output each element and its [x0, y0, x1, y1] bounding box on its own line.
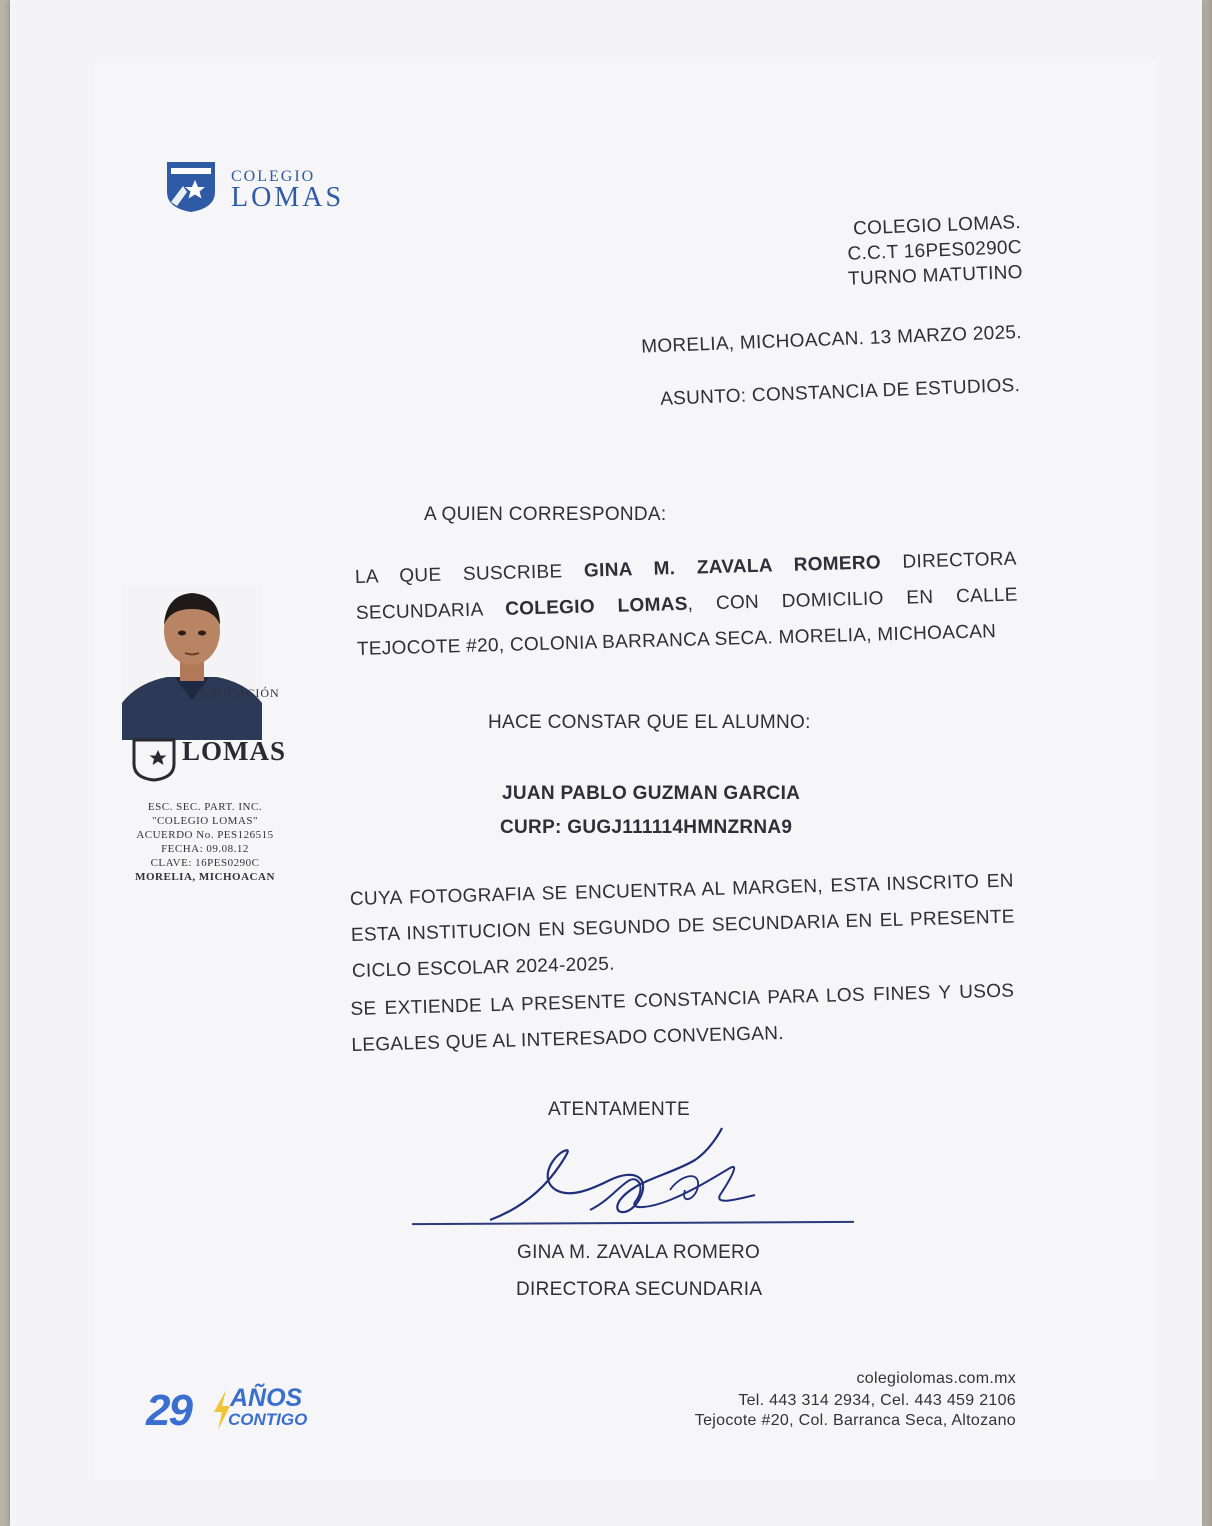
student-curp: CURP: GUGJ111114HMNZRNA9 [500, 817, 793, 838]
student-portrait-image [122, 585, 262, 740]
paragraph-1 [354, 542, 1019, 668]
seal-line: ESC. SEC. PART. INC. [147, 801, 263, 813]
signer-name: GINA M. ZAVALA ROMERO [517, 1242, 761, 1263]
footer-address: Tejocote #20, Col. Barranca Seca, Altozano [694, 1412, 1016, 1429]
signer-title: DIRECTORA SECUNDARIA [516, 1279, 763, 1300]
student-name: JUAN PABLO GUZMAN GARCIA [502, 783, 801, 804]
anniversary-line1: AÑOS [230, 1384, 303, 1412]
seal-shield-icon [130, 736, 178, 782]
seal-education-text: EDUCACIÓN [200, 686, 280, 700]
seal-details [130, 800, 280, 884]
logo-line2: LOMAS [231, 182, 345, 213]
footer-phones: Tel. 443 314 2934, Cel. 443 459 2106 [738, 1392, 1016, 1409]
certifies-line: HACE CONSTAR QUE EL ALUMNO: [488, 712, 811, 733]
paragraph-2: CUYA FOTOGRAFIA SE ENCUENTRA AL MARGEN, ESTA INSCRITO EN ESTA INSTITUCION EN SEGUNDO DE SECUNDARIA EN EL PRESENTE CICLO ESCOLAR 2024-2025. [349, 870, 1016, 982]
school-logo [165, 158, 365, 216]
p1-director-name: GINA M. ZAVALA ROMERO [583, 552, 882, 582]
anniversary-line2: CONTIGO [228, 1410, 308, 1429]
greeting: A QUIEN CORRESPONDA: [424, 504, 667, 525]
seal-line: "COLEGIO LOMAS" [151, 815, 258, 827]
p1-school: COLEGIO LOMAS [504, 593, 688, 620]
header-cct: C.C.T 16PES0290C [847, 237, 1023, 265]
seal-line: MORELIA, MICHOACAN [135, 871, 275, 883]
anniversary-number: 29 [146, 1386, 191, 1435]
logo-line1: COLEGIO [231, 168, 316, 185]
subject-line: ASUNTO: CONSTANCIA DE ESTUDIOS. [659, 375, 1021, 410]
p1-post: , CON DOMICILIO EN CALLE TEJOCOTE #20, COLONIA BARRANCA SECA. MORELIA, MICHOACAN [356, 584, 1019, 660]
student-photo [122, 585, 262, 740]
bleed-through-text [290, 222, 299, 256]
seal-line: CLAVE: 16PES0290C [150, 857, 260, 869]
closing: ATENTAMENTE [548, 1099, 690, 1120]
anniversary-badge [146, 1386, 331, 1436]
seal-lomas-text: LOMAS [182, 736, 287, 766]
paragraph-3: SE EXTIENDE LA PRESENTE CONSTANCIA PARA LOS FINES Y USOS LEGALES QUE AL INTERESADO CONVENGAN. [350, 980, 1015, 1056]
shield-icon [165, 158, 217, 214]
p1-pre: LA QUE SUSCRIBE [354, 560, 585, 589]
seal-line: FECHA: 09.08.12 [161, 843, 249, 855]
date-line: MORELIA, MICHOACAN. 13 MARZO 2025. [641, 322, 1023, 358]
header-school: COLEGIO LOMAS. [852, 212, 1022, 240]
signature-image [470, 1120, 790, 1230]
header-block [846, 210, 1024, 292]
footer-website: colegiolomas.com.mx [856, 1370, 1016, 1387]
seal-line: ACUERDO No. PES126515 [136, 829, 274, 841]
header-turno: TURNO MATUTINO [847, 261, 1024, 290]
p1-mid: DIRECTORA SECUNDARIA [355, 548, 1018, 624]
